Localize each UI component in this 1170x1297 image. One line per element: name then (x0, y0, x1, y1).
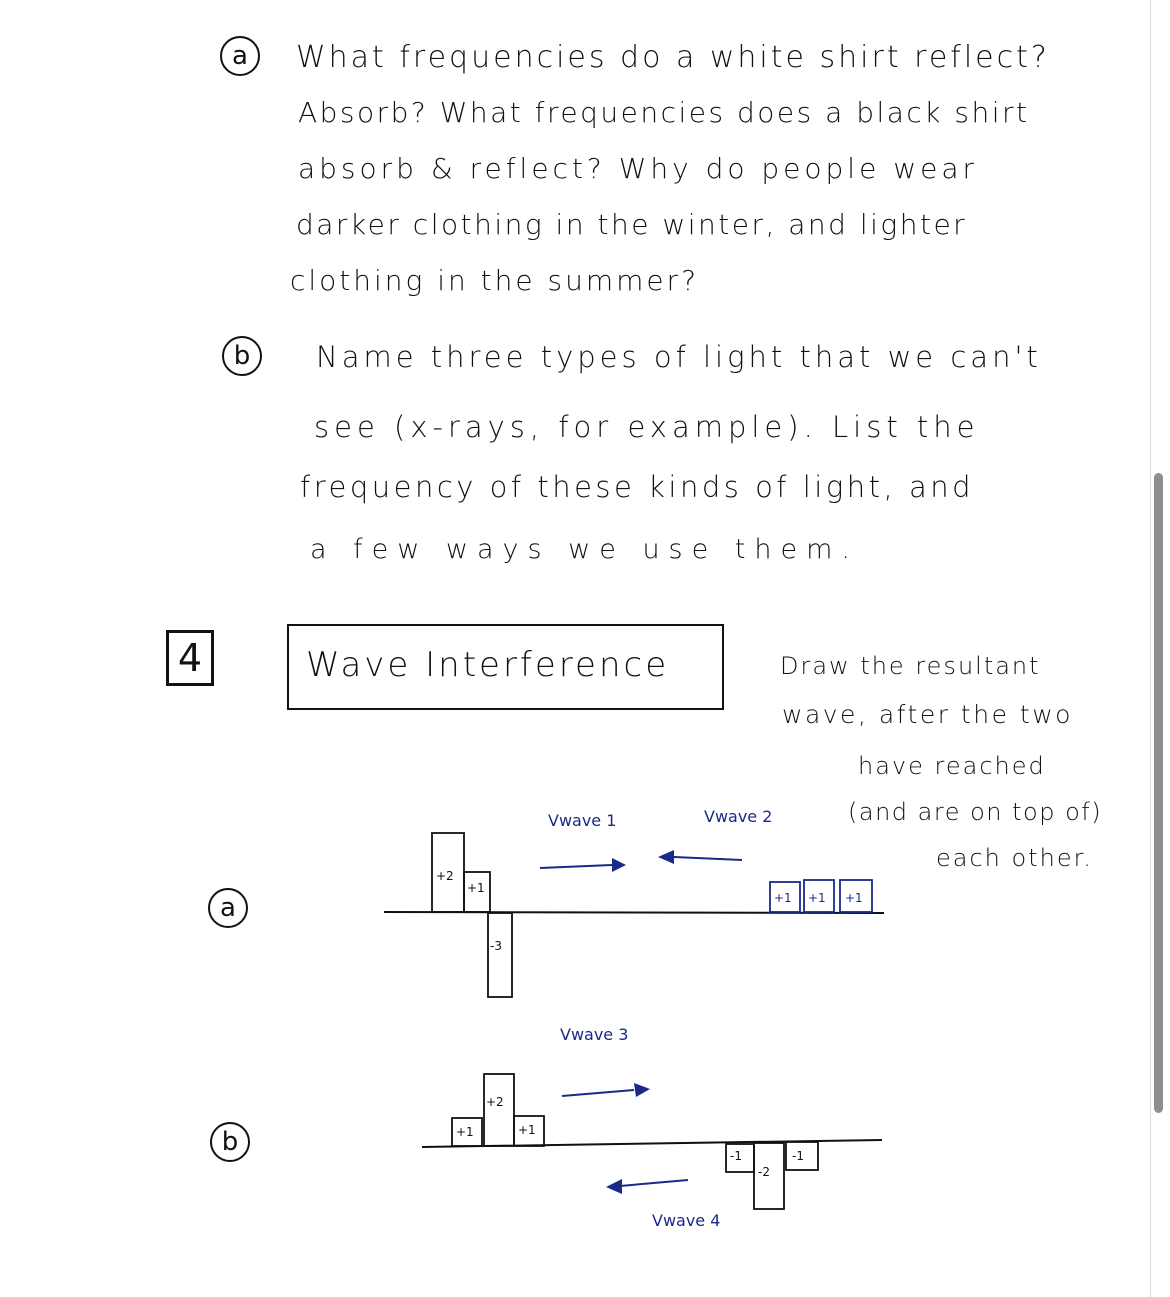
part-b-left-pulse-2 (484, 1074, 514, 1146)
question-b-line-4: a few ways we use them. (310, 534, 860, 565)
question-a-line-4: darker clothing in the winter, and lighter (296, 208, 968, 241)
part-b-left-pulse-1-label: +1 (456, 1125, 474, 1139)
instruction-line-4: (and are on top of) (848, 798, 1103, 826)
question-a-marker: a (220, 36, 260, 76)
part-b-right-pulse-2-label: -2 (758, 1165, 770, 1179)
part-a-wave2-label: Vwave 2 (704, 807, 773, 826)
part-b-left-pulse-3-label: +1 (518, 1123, 536, 1137)
part-b-wave4-arrowhead (606, 1179, 622, 1194)
part-a-marker: a (208, 888, 248, 928)
part-b-wave4-label: Vwave 4 (652, 1211, 721, 1230)
part-a-diagram (384, 807, 884, 997)
instruction-line-3: have reached (858, 752, 1046, 780)
question-a-line-3: absorb & reflect? Why do people wear (298, 152, 979, 185)
vertical-scrollbar[interactable] (1154, 473, 1163, 1113)
question-b-line-3: frequency of these kinds of light, and (300, 470, 975, 504)
section-title: Wave Interference (306, 645, 670, 685)
page-edge (1150, 0, 1151, 1297)
part-b-wave3-arrow (562, 1090, 634, 1096)
part-a-pulse-minus3 (488, 913, 512, 997)
part-a-wave1-arrow (540, 865, 612, 868)
part-b-wave4-arrow (620, 1180, 688, 1186)
question-a-line-5: clothing in the summer? (290, 264, 700, 297)
part-a-right-pulse-3-label: +1 (845, 891, 863, 905)
question-b-marker: b (222, 336, 262, 376)
part-a-wave1-label: Vwave 1 (548, 811, 617, 830)
question-b-line-2: see (x-rays, for example). List the (314, 410, 980, 444)
part-a-pulse-plus2-label: +2 (436, 869, 454, 883)
question-a-line-1: What frequencies do a white shirt reflect? (296, 40, 1050, 75)
part-a-wave2-arrow (674, 857, 742, 860)
instruction-line-2: wave, after the two (782, 700, 1073, 729)
question-a-line-2: Absorb? What frequencies does a black shirt (298, 96, 1030, 129)
part-b-wave3-arrowhead (634, 1083, 650, 1097)
part-a-right-pulse-2-label: +1 (808, 891, 826, 905)
part-b-diagram (422, 1025, 882, 1230)
part-a-wave2-arrowhead (658, 850, 674, 864)
part-a-right-pulse-1-label: +1 (774, 891, 792, 905)
part-b-marker: b (210, 1122, 250, 1162)
part-a-wave1-arrowhead (612, 858, 626, 872)
part-b-right-pulse-1-label: -1 (730, 1149, 742, 1163)
part-b-left-pulse-2-label: +2 (486, 1095, 504, 1109)
instruction-line-1: Draw the resultant (780, 652, 1041, 680)
section-number: 4 (166, 630, 214, 686)
part-b-right-pulse-3-label: -1 (792, 1149, 804, 1163)
instruction-line-5: each other. (936, 844, 1093, 872)
part-a-pulse-plus1-label: +1 (467, 881, 485, 895)
question-b-line-1: Name three types of light that we can't (316, 340, 1042, 374)
part-a-pulse-minus3-label: -3 (490, 939, 502, 953)
part-b-wave3-label: Vwave 3 (560, 1025, 629, 1044)
